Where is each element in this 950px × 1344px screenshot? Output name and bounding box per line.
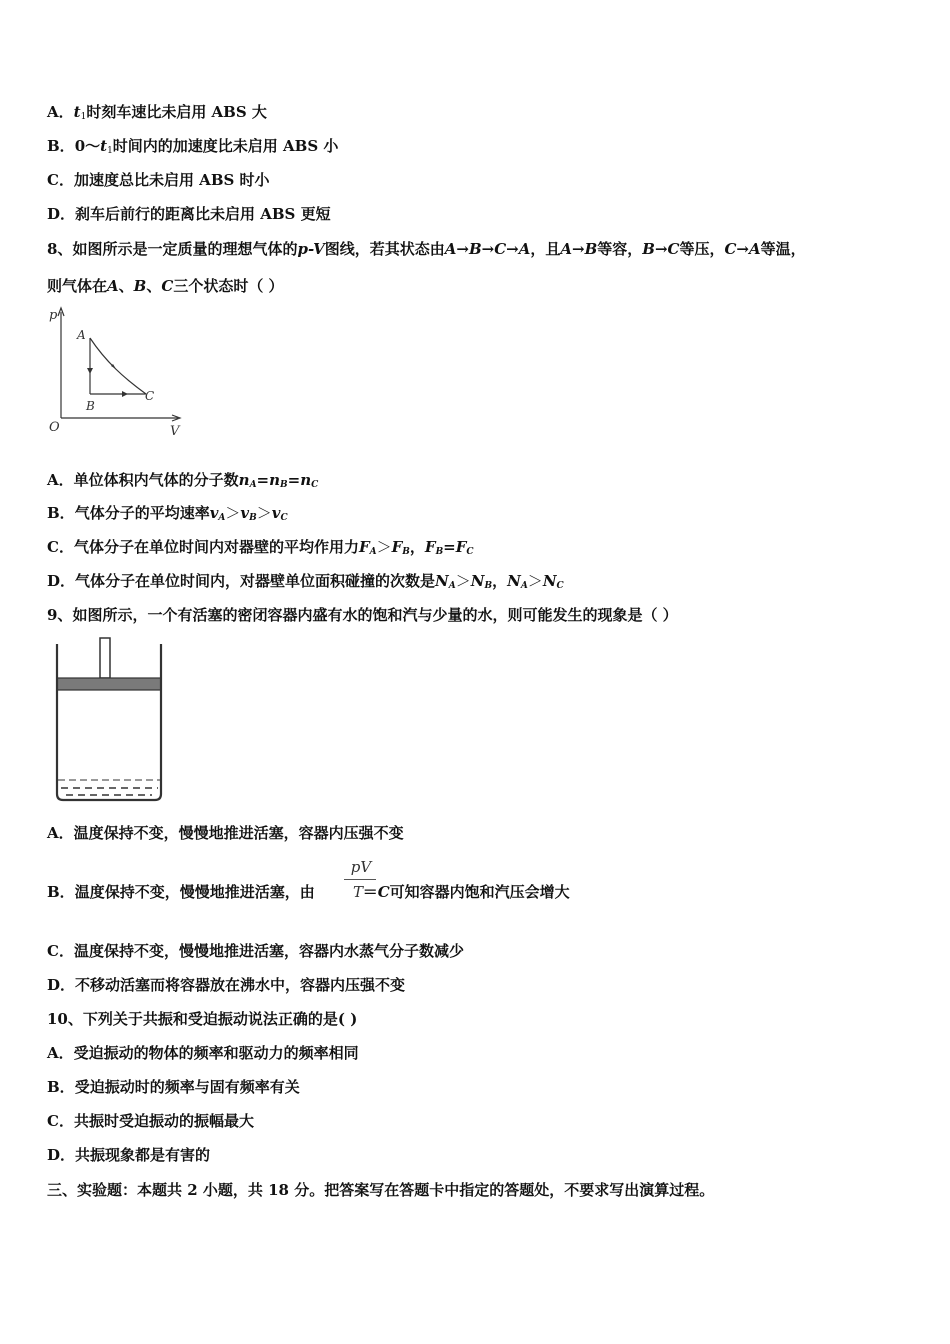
q10-option-b: B．受迫振动时的频率与固有频率有关 xyxy=(47,1078,300,1096)
piston-rod xyxy=(100,638,110,678)
fraction-numerator: pV xyxy=(350,858,372,876)
state-a-label: A xyxy=(77,328,86,342)
piston xyxy=(57,678,161,690)
q9-option-b: B．温度保持不变，慢慢地推进活塞，由 ＝C可知容器内饱和汽压会增大 xyxy=(47,883,570,901)
q7-option-a: A．$t_1$时刻车速比未启用 ABS 大 xyxy=(47,103,267,122)
q8-option-b: B．气体分子的平均速率$v_A>v_B>v_C$ xyxy=(47,504,288,523)
q10-option-a: A．受迫振动的物体的频率和驱动力的频率相同 xyxy=(47,1044,359,1062)
q9-option-a: A．温度保持不变，慢慢地推进活塞，容器内压强不变 xyxy=(47,824,404,842)
origin-label: O xyxy=(49,420,60,435)
fraction-bar xyxy=(344,879,376,880)
q7-option-d: D．刹车后前行的距离比未启用 ABS 更短 xyxy=(47,205,331,223)
q9-stem: 9、如图所示，一个有活塞的密闭容器内盛有水的饱和汽与少量的水，则可能发生的现象是（ ） xyxy=(47,606,678,624)
q8-stem-line1: 8、如图所示是一定质量的理想气体的p-V图线，若其状态由A→B→C→A，且A→B等容，B→C等压，C→A等温， xyxy=(47,240,806,258)
q8-option-d: D．气体分子在单位时间内，对器壁单位面积碰撞的次数是$N_A>N_B$，$N_A>N_C$ xyxy=(47,572,564,591)
p-label: p xyxy=(49,308,58,323)
q9-option-c: C．温度保持不变，慢慢地推进活塞，容器内水蒸气分子数减少 xyxy=(47,942,464,960)
arrow-bc-icon xyxy=(122,391,128,397)
q10-option-c: C．共振时受迫振动的振幅最大 xyxy=(47,1112,254,1130)
process-ca xyxy=(90,338,146,394)
q10-stem: 10、下列关于共振和受迫振动说法正确的是( ) xyxy=(47,1010,358,1028)
section-3-heading: 三、实验题：本题共 2 小题，共 18 分。把答案写在答题卡中指定的答题处，不要求写出演算过程。 xyxy=(47,1181,715,1199)
q7-option-c: C．加速度总比未启用 ABS 时小 xyxy=(47,171,270,189)
q10-option-d: D．共振现象都是有害的 xyxy=(47,1146,211,1164)
state-c-label: C xyxy=(145,389,155,403)
q7-option-b: B．$0\sim t_1$时间内的加速度比未启用 ABS 小 xyxy=(47,137,339,156)
q8-option-a: A．单位体积内气体的分子数$n_A=n_B=n_C$ xyxy=(47,471,319,490)
q8-option-c: C．气体分子在单位时间内对器壁的平均作用力$F_A>F_B$，$F_B=F_C$ xyxy=(47,538,474,557)
pv-graph xyxy=(44,306,189,440)
state-b-label: B xyxy=(86,399,95,413)
arrow-ab-icon xyxy=(87,368,93,374)
v-label: V xyxy=(170,424,180,439)
q9-option-d: D．不移动活塞而将容器放在沸水中，容器内压强不变 xyxy=(47,976,406,994)
piston-container-figure xyxy=(52,636,166,806)
q8-stem-line2: 则气体在A、B、C三个状态时（ ） xyxy=(47,277,284,295)
fraction-denominator: T xyxy=(352,883,363,901)
